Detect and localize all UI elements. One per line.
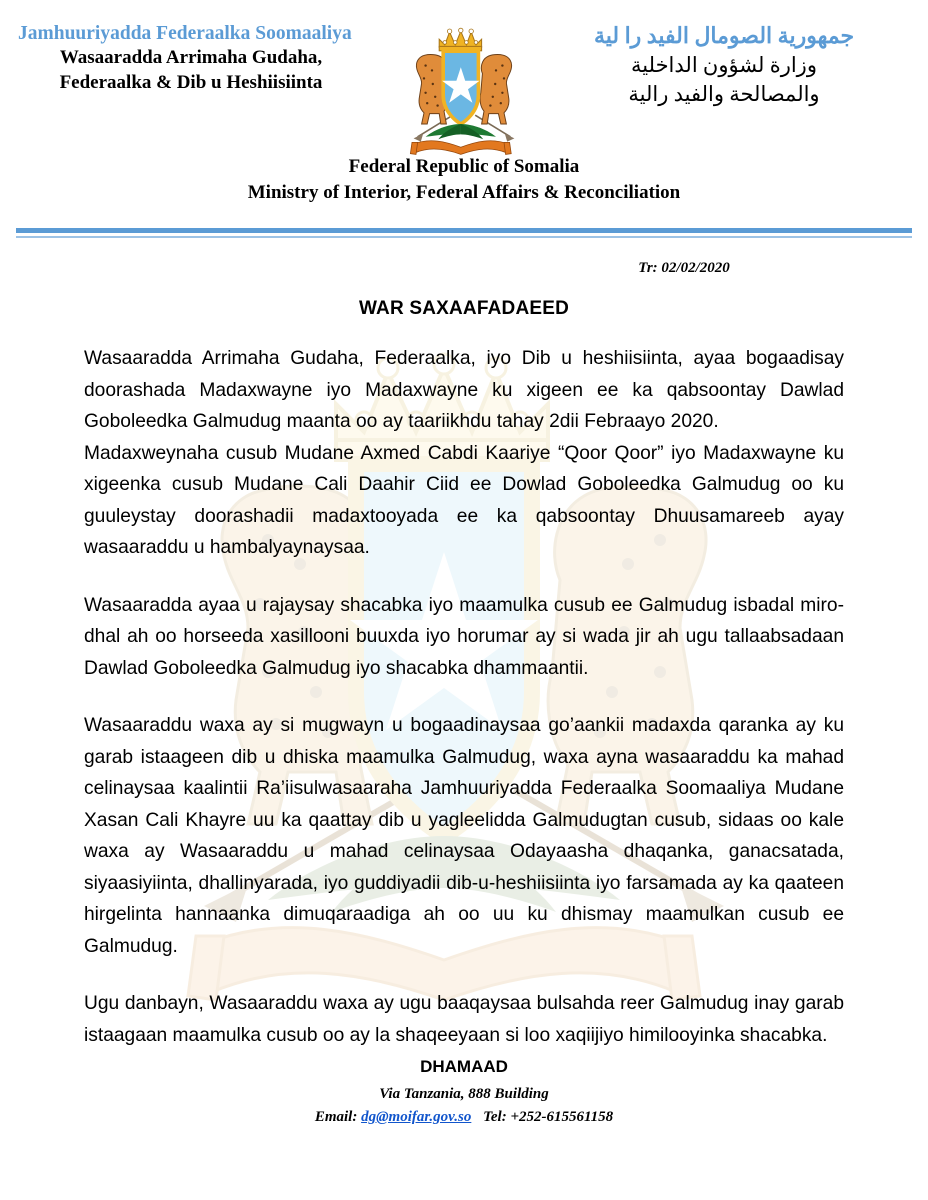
footer-email-label: Email: xyxy=(314,1108,358,1125)
letterhead-somali-ministry-line1: Wasaaradda Arrimaha Gudaha, xyxy=(59,47,323,68)
letterhead-english-ministry: Ministry of Interior, Federal Affairs & Reconciliation xyxy=(247,182,681,204)
somalia-coat-of-arms-icon xyxy=(400,24,528,156)
letterhead-somali-ministry-line2: Federaalka & Dib u Heshiisiinta xyxy=(59,72,323,94)
closing-word: DHAMAAD xyxy=(420,1057,508,1077)
document-footer xyxy=(0,1083,928,1128)
letterhead-somali-block xyxy=(14,22,394,96)
footer-contact-line xyxy=(0,1106,928,1129)
document-date: Tr: 02/02/2020 xyxy=(638,260,730,277)
letterhead-arabic-ministry-line1: وزارة لشؤون الداخلية xyxy=(631,52,817,77)
letterhead-english-country: Federal Republic of Somalia xyxy=(348,156,580,177)
body-paragraph-3: Wasaaradda ayaa u rajaysay shacabka iyo maamulka cusub ee Galmudug isbadal miro-dhal ah oo horseeda xasillooni buuxda iyo horumar ay si wada jir ah ugu tallaabsadaan Dawlad Goboleedka Galmudug iyo shacabka dhammaantii. xyxy=(84,594,844,679)
letterhead-arabic-ministry-line2: والمصالحة والفيد رالية xyxy=(628,82,820,107)
footer-email-link[interactable]: dg@moifar.gov.so xyxy=(361,1108,472,1125)
body-paragraph-4: Wasaaraddu waxa ay si mugwayn u bogaadinaysaa go’aankii madaxda qaranka ay ku garab istaageen dib u dhiska maamulka Galmudug, waxa ayna wasaaraddu ka mahad celinaysaa kaalintii Ra’iisulwasaaraha Jamhuuriyadda Federaalka Soomaaliya Mudane Xasan Cali Khayre uu ka qaattay dib u yagleelidda Galmudugtan cusub, sidaas oo kale waxa ay Wasaaraddu u mahad celinaysaa Odayaasha dhaqanka, ganacsatada, siyaasiyiinta, dhallinyarada, iyo guddiyadii dib-u-heshiisiinta iyo farsamada ay ka qaateen hirgelinta hannaanka dimuqaraadiga ah oo uu ku dhismay maamulkan cusub ee Galmudug. xyxy=(84,715,844,957)
letterhead-arabic-block xyxy=(534,22,914,110)
body-paragraph-2: Madaxweynaha cusub Mudane Axmed Cabdi Kaariye “Qoor Qoor” iyo Madaxwayne ku xigeenka cusub Mudane Cali Daahir Ciid ee Dowlad Goboleedka Galmudug oo ku guuleystay doorashadii madaxtooyada ee ka qabsoontay Dhuusamareeb ayay wasaaraddu u hambalyaynaysaa. xyxy=(84,442,844,559)
body-paragraph-5: Ugu danbayn, Wasaaraddu waxa ay ugu baaqaysaa bulsahda reer Galmudug inay garab istaagaan maamulka cusub oo ay la shaqeeyaan si loo xaqiijiyo himilooyinka shacabka. xyxy=(84,993,844,1046)
body-paragraph-1: Wasaaradda Arrimaha Gudaha, Federaalka, iyo Dib u heshiisiinta, ayaa bogaadisay doorashada Madaxwayne iyo Madaxwayne ku xigeen ee ka qabsoontay Dawlad Goboleedka Galmudug maanta oo ay taariikhdu tahay 2dii Febraayo 2020. xyxy=(84,348,844,433)
page-title: WAR SAXAAFADAEED xyxy=(358,298,570,320)
letterhead-english-block xyxy=(0,154,928,206)
letterhead-arabic-republic: جمهورية الصومال الفيد را لية xyxy=(593,23,855,48)
letterhead xyxy=(0,0,928,150)
divider-thin-rule xyxy=(16,236,912,238)
footer-address: Via Tanzania, 888 Building xyxy=(379,1086,549,1103)
letterhead-somali-republic: Jamhuuriyadda Federaalka Soomaaliya xyxy=(18,23,352,44)
header-divider xyxy=(16,228,912,238)
document-body xyxy=(84,343,844,1051)
footer-telephone: Tel: +252-615561158 xyxy=(483,1108,614,1125)
